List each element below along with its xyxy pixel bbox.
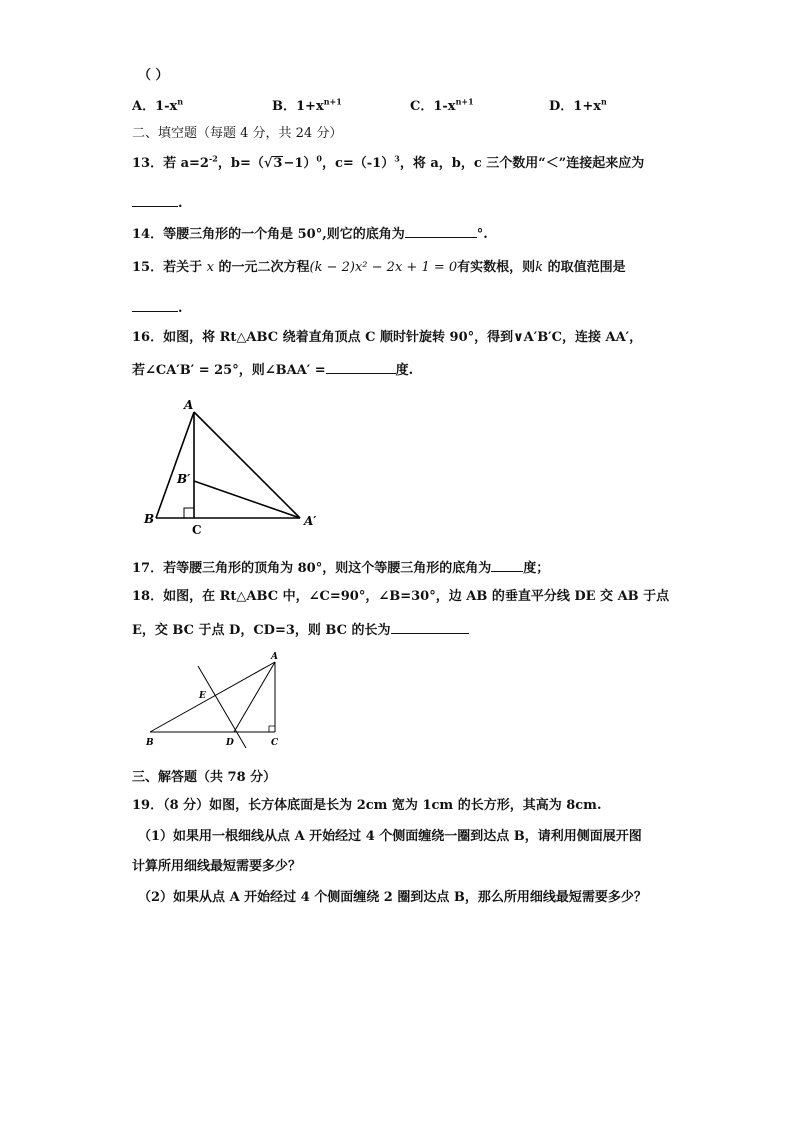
label-B: B <box>144 512 155 526</box>
answer-blank[interactable] <box>405 224 477 238</box>
q12-option-d: D．$1+x^n$ <box>549 96 607 114</box>
question-16-line-2: 若∠CA′B′ = 25°，则∠BAA′ = 度. <box>132 360 413 379</box>
answer-blank[interactable] <box>326 360 396 374</box>
figure-16 <box>140 394 340 539</box>
question-18-line-1: 18．如图，在 Rt△ABC 中，∠C=90°，∠B=30°，边 AB 的垂直平分线 DE 交 AB 于点 <box>132 589 670 604</box>
figure-18 <box>140 648 290 752</box>
label-C: C <box>192 523 202 537</box>
question-19-part-1-cont: 计算所用细线最短需要多少？ <box>132 859 302 874</box>
answer-blank[interactable] <box>391 620 469 634</box>
q12-option-a: A．$1-x^n$ <box>132 96 184 114</box>
q12-paren: （ ） <box>138 68 169 83</box>
question-13-answer-line: . <box>132 193 183 212</box>
label-B: B <box>146 738 154 748</box>
section-2-heading: 二、填空题（每题 4 分，共 24 分） <box>132 126 343 141</box>
section-3-heading: 三、解答题（共 78 分） <box>132 770 277 785</box>
label-D: D <box>226 738 234 748</box>
question-19-part-2: （2）如果从点 A 开始经过 4 个侧面缠绕 2 圈到达点 B，那么所用细线最短需要多少？ <box>138 890 647 905</box>
q12-option-b: B．$1+x^{n+1}$ <box>272 96 342 114</box>
label-C: C <box>271 738 279 748</box>
question-19-stem: 19．（8 分）如图，长方体底面是长为 2cm 宽为 1cm 的长方形，其高为 8cm. <box>132 798 602 813</box>
question-16-line-1: 16．如图，将 Rt△ABC 绕着直角顶点 C 顺时针旋转 90°，得到∨A′B′C，连接 AA′， <box>132 330 643 345</box>
q12-option-c: C．$1-x^{n+1}$ <box>410 96 474 114</box>
answer-blank[interactable] <box>491 558 523 572</box>
answer-blank[interactable] <box>132 193 178 207</box>
label-E: E <box>199 691 206 701</box>
label-A-prime: A′ <box>304 514 317 528</box>
question-17: 17．若等腰三角形的顶角为 80°，则这个等腰三角形的底角为 度； <box>132 558 549 577</box>
question-15-answer-line: . <box>132 298 183 317</box>
label-B-prime: B′ <box>177 472 191 486</box>
question-18-line-2: E，交 BC 于点 D，CD=3，则 BC 的长为 <box>132 620 469 639</box>
question-19-part-1: （1）如果用一根细线从点 A 开始经过 4 个侧面缠绕一圈到达点 B，请利用侧面展开图 <box>138 829 642 844</box>
question-14: 14．等腰三角形的一个角是 50°,则它的底角为 °. <box>132 224 488 243</box>
label-A: A <box>271 652 278 662</box>
label-A: A <box>184 398 194 412</box>
question-15: 15．若关于 x 的一元二次方程(k − 2)x² − 2x + 1 = 0有实数根，则k 的取值范围是 <box>132 260 626 275</box>
question-13: 13．若 $a=2^{-2}$，$b=(√3-1)^0$，$c=(-1)^3$，将 a，b，c 三个数用“＜”连接起来应为 <box>132 153 645 171</box>
answer-blank[interactable] <box>132 298 178 312</box>
